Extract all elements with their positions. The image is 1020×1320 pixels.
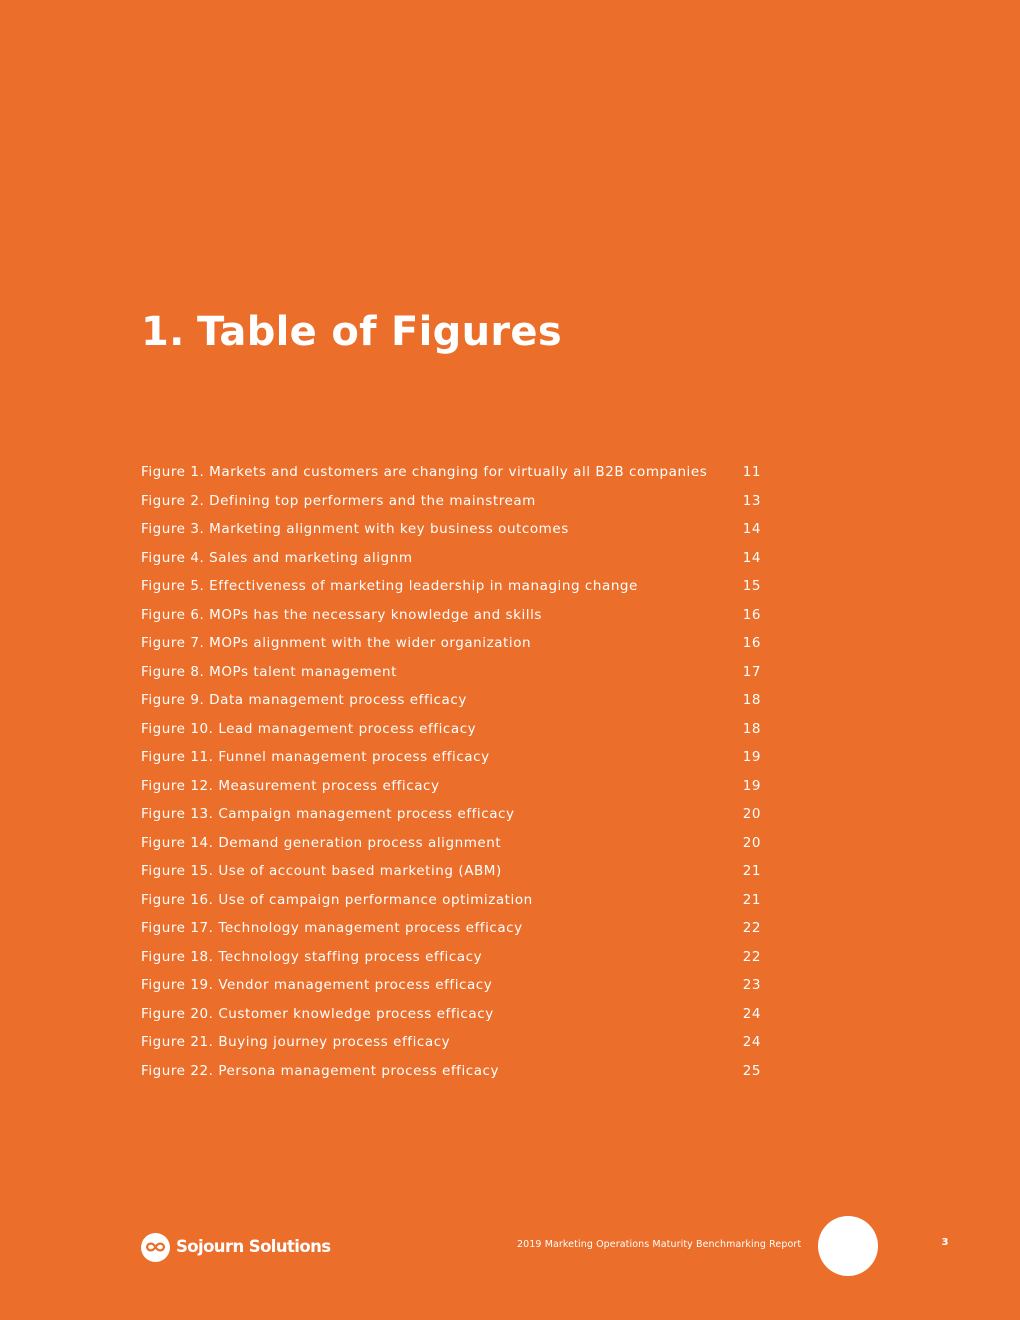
- toc-entry-page-number: 13: [742, 492, 761, 509]
- toc-entry-title: Figure 21. Buying journey process efficacy: [141, 1034, 451, 1050]
- toc-entry-page-number: 15: [742, 578, 761, 594]
- footer-report-title: 2019 Marketing Operations Maturity Benchmarking Report: [517, 1239, 802, 1250]
- toc-entry-page-number: 19: [742, 777, 761, 794]
- toc-entry-title: Figure 22. Persona management process efficacy: [141, 1062, 500, 1079]
- toc-entry[interactable]: [141, 572, 761, 601]
- toc-entry-page-number: 21: [742, 863, 761, 879]
- toc-entry-page-number: 23: [742, 977, 761, 993]
- toc-entry-title: Figure 4. Sales and marketing alignm: [141, 549, 413, 566]
- toc-entry[interactable]: [141, 658, 761, 687]
- footer-logo: [141, 1232, 330, 1262]
- toc-entry-title: Figure 12. Measurement process efficacy: [141, 777, 440, 794]
- toc-entry-title: Figure 3. Marketing alignment with key business outcomes: [141, 521, 569, 537]
- toc-entry-page-number: 16: [742, 635, 761, 651]
- toc-entry[interactable]: [141, 515, 761, 544]
- toc-entry[interactable]: [141, 458, 761, 487]
- toc-entry[interactable]: [141, 857, 761, 886]
- toc-entry[interactable]: [141, 800, 761, 829]
- toc-entry[interactable]: [141, 629, 761, 658]
- toc-entry-page-number: 25: [742, 1062, 761, 1079]
- toc-entry[interactable]: [141, 715, 761, 744]
- toc-entry[interactable]: [141, 1057, 761, 1086]
- toc-entry-page-number: 24: [742, 1005, 761, 1022]
- toc-entry-title: Figure 17. Technology management process efficacy: [141, 920, 523, 936]
- toc-entry-title: Figure 10. Lead management process efficacy: [141, 720, 477, 737]
- toc-entry-page-number: 14: [742, 549, 761, 566]
- sojourn-wave-logo-icon: [141, 1233, 170, 1262]
- table-of-figures-list: [141, 458, 761, 1085]
- toc-entry[interactable]: [141, 544, 761, 573]
- toc-entry[interactable]: [141, 601, 761, 630]
- toc-entry[interactable]: [141, 971, 761, 1000]
- toc-entry-page-number: 20: [742, 806, 761, 822]
- section-number: 1.: [141, 309, 185, 355]
- toc-entry-page-number: 22: [742, 920, 761, 936]
- toc-entry-page-number: 17: [742, 663, 761, 680]
- toc-entry-title: Figure 14. Demand generation process alignment: [141, 834, 502, 851]
- toc-entry-page-number: 20: [742, 834, 761, 851]
- toc-entry-title: Figure 1. Markets and customers are changing for virtually all B2B companies: [141, 464, 708, 480]
- toc-entry-page-number: 24: [742, 1034, 761, 1050]
- toc-entry-title: Figure 18. Technology staffing process efficacy: [141, 948, 483, 965]
- logo-wordmark: Sojourn Solutions: [176, 1237, 331, 1256]
- toc-entry-page-number: 21: [742, 891, 761, 908]
- page-title: [141, 306, 562, 358]
- toc-entry[interactable]: [141, 886, 761, 915]
- section-title: Table of Figures: [197, 309, 562, 355]
- toc-entry-page-number: 14: [742, 521, 761, 537]
- toc-entry-page-number: 22: [742, 948, 761, 965]
- toc-entry-page-number: 16: [742, 606, 761, 623]
- toc-entry-title: Figure 5. Effectiveness of marketing leadership in managing change: [141, 578, 638, 594]
- toc-entry-page-number: 19: [742, 749, 761, 765]
- toc-entry-title: Figure 11. Funnel management process efficacy: [141, 749, 490, 765]
- toc-entry-title: Figure 9. Data management process efficacy: [141, 692, 467, 708]
- toc-entry-title: Figure 6. MOPs has the necessary knowledge and skills: [141, 606, 542, 623]
- toc-entry-title: Figure 8. MOPs talent management: [141, 663, 397, 680]
- toc-entry-title: Figure 20. Customer knowledge process efficacy: [141, 1005, 494, 1022]
- toc-entry[interactable]: [141, 487, 761, 516]
- page-number: 3: [941, 1237, 949, 1248]
- toc-entry[interactable]: [141, 743, 761, 772]
- toc-entry-page-number: 18: [742, 720, 761, 737]
- toc-entry-title: Figure 19. Vendor management process efficacy: [141, 977, 493, 993]
- toc-entry[interactable]: [141, 686, 761, 715]
- toc-entry[interactable]: [141, 914, 761, 943]
- toc-entry-title: Figure 15. Use of account based marketing (ABM): [141, 863, 502, 879]
- toc-entry-page-number: 18: [742, 692, 761, 708]
- toc-entry[interactable]: [141, 1000, 761, 1029]
- toc-entry[interactable]: [141, 1028, 761, 1057]
- toc-entry[interactable]: [141, 943, 761, 972]
- toc-entry[interactable]: [141, 829, 761, 858]
- toc-entry-title: Figure 13. Campaign management process efficacy: [141, 806, 515, 822]
- toc-entry-title: Figure 2. Defining top performers and the mainstream: [141, 492, 536, 509]
- toc-entry-title: Figure 7. MOPs alignment with the wider organization: [141, 635, 532, 651]
- toc-entry[interactable]: [141, 772, 761, 801]
- toc-entry-page-number: 11: [742, 464, 761, 480]
- toc-entry-title: Figure 16. Use of campaign performance optimization: [141, 891, 533, 908]
- footer-circle-decoration: [818, 1216, 878, 1276]
